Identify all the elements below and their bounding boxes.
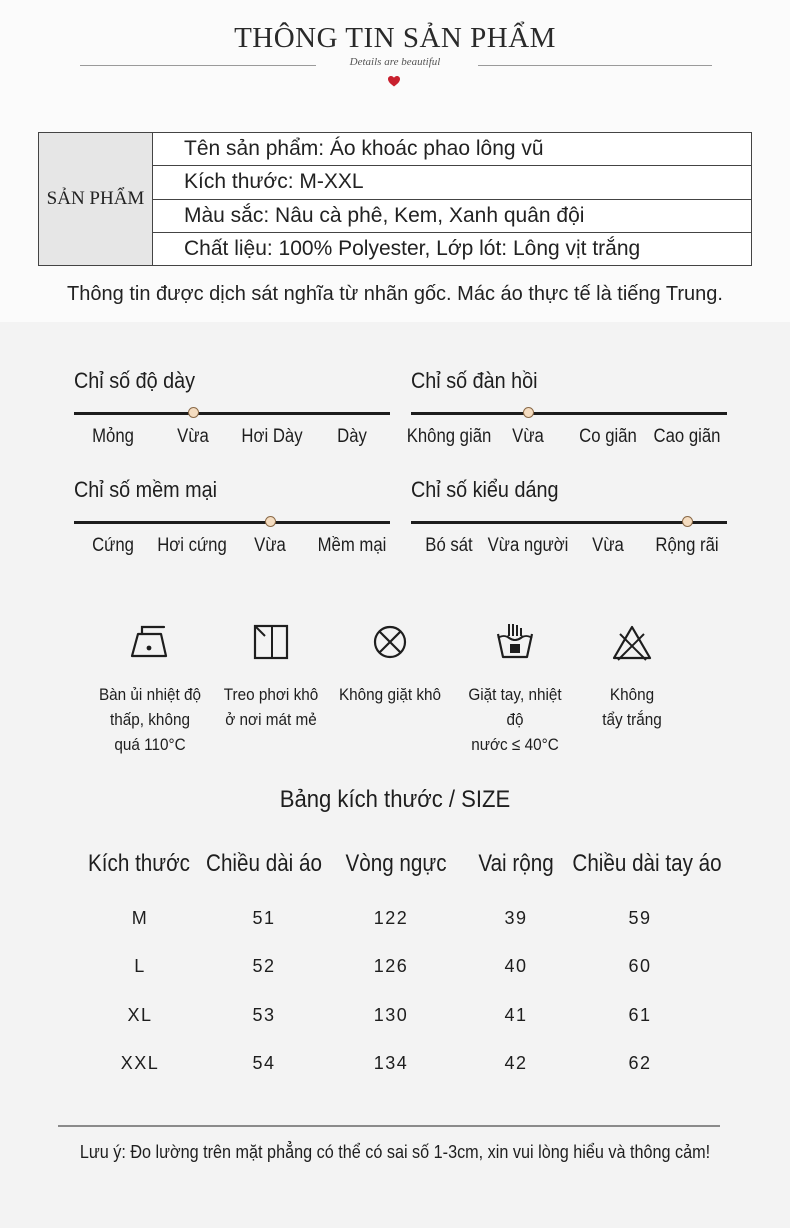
scale-option: Bó sát [425, 535, 473, 556]
product-material-row: Chất liệu: 100% Polyester, Lớp lót: Lông vịt trắng [184, 236, 641, 260]
scale-option: Cao giãn [653, 426, 721, 447]
scale-marker [265, 516, 276, 527]
scale-option: Mềm mại [317, 535, 387, 556]
table-cell: 51 [252, 908, 276, 928]
care-no-dryclean [330, 622, 450, 707]
table-cell: XXL [120, 1053, 160, 1073]
product-size-row: Kích thước: M-XXL [153, 166, 751, 199]
scale-line [74, 412, 390, 415]
hand-wash-40-icon [493, 622, 537, 662]
care-no-bleach [572, 622, 692, 732]
table-cell: M [131, 908, 149, 928]
scale-title: Chỉ số đàn hồi [411, 368, 538, 393]
table-cell: 54 [252, 1053, 276, 1073]
scale-marker [682, 516, 693, 527]
product-table [38, 132, 752, 266]
scale-option: Dày [337, 426, 367, 447]
care-text: Không giặt khô [338, 685, 442, 704]
care-text: ở nơi mát mẻ [225, 710, 317, 729]
scale-option: Vừa [177, 426, 209, 447]
table-cell: 39 [504, 908, 528, 928]
table-cell: 42 [504, 1053, 528, 1073]
footer-divider [58, 1125, 720, 1127]
table-cell: 52 [252, 956, 276, 976]
table-cell: 134 [373, 1053, 409, 1073]
table-cell: 122 [373, 908, 409, 928]
care-text: thấp, không [110, 710, 190, 729]
specs-section [0, 322, 790, 1228]
scale-option: Rộng rãi [655, 535, 719, 556]
scale-option: Vừa người [487, 535, 569, 556]
table-cell: 59 [628, 908, 652, 928]
sleeve-col-header: Chiều dài tay áo [572, 850, 722, 877]
translation-note: Thông tin được dịch sát nghĩa từ nhãn gốc. Mác áo thực tế là tiếng Trung. [67, 283, 723, 305]
table-cell: XL [127, 1005, 153, 1025]
care-text: tẩy trắng [602, 710, 662, 729]
table-cell: 60 [628, 956, 652, 976]
size-table-title: Bảng kích thước / SIZE [279, 786, 511, 813]
product-label-cell: SẢN PHẨM [39, 133, 153, 265]
care-text: quá 110°C [114, 735, 186, 754]
chest-col-header: Vòng ngực [345, 850, 447, 877]
table-cell: 61 [628, 1005, 652, 1025]
care-iron [90, 622, 210, 757]
care-text: nước ≤ 40°C [471, 735, 559, 754]
scale-option: Mỏng [92, 426, 134, 447]
product-color-row: Màu sắc: Nâu cà phê, Kem, Xanh quân đội [153, 200, 751, 233]
care-text: Giặt tay, nhiệt độ [468, 685, 562, 729]
scale-option: Vừa [512, 426, 544, 447]
scale-line [411, 412, 727, 415]
measurement-note: Lưu ý: Đo lường trên mặt phẳng có thể có sai số 1-3cm, xin vui lòng hiểu và thông cảm! [79, 1142, 711, 1162]
shoulder-col-header: Vai rộng [478, 850, 554, 877]
scale-option: Cứng [92, 535, 134, 556]
product-name-row: Tên sản phẩm: Áo khoác phao lông vũ [153, 133, 751, 166]
table-cell: 126 [373, 956, 409, 976]
scale-marker [523, 407, 534, 418]
scale-option: Hơi Dày [241, 426, 303, 447]
size-col-header: Kích thước [88, 850, 190, 877]
scale-line [411, 521, 727, 524]
scale-option: Vừa [592, 535, 624, 556]
care-handwash [455, 622, 575, 757]
scale-option: Hơi cứng [157, 535, 227, 556]
scale-title: Chỉ số mềm mại [74, 477, 218, 502]
iron-low-heat-icon [128, 622, 172, 662]
page-title: THÔNG TIN SẢN PHẨM [234, 22, 556, 54]
care-dry [211, 622, 331, 732]
care-text: Treo phơi khô [223, 685, 319, 704]
table-cell: L [134, 956, 146, 976]
length-col-header: Chiều dài áo [206, 850, 322, 877]
scale-marker [188, 407, 199, 418]
care-text: Bàn ủi nhiệt độ [98, 685, 202, 704]
table-cell: 62 [628, 1053, 652, 1073]
table-cell: 53 [252, 1005, 276, 1025]
header-subtitle: Details are beautiful [349, 56, 441, 68]
care-text: Không [609, 685, 655, 704]
scale-line [74, 521, 390, 524]
scale-title: Chỉ số kiểu dáng [411, 477, 559, 502]
no-dry-clean-icon [368, 622, 412, 662]
line-dry-shade-icon [249, 622, 293, 662]
scale-option: Không giãn [406, 426, 492, 447]
table-cell: 130 [373, 1005, 409, 1025]
scale-option: Co giãn [579, 426, 637, 447]
scale-option: Vừa [254, 535, 286, 556]
scale-title: Chỉ số độ dày [74, 368, 196, 393]
no-bleach-icon [610, 622, 654, 662]
table-cell: 41 [504, 1005, 528, 1025]
heart-icon [387, 74, 401, 88]
table-cell: 40 [504, 956, 528, 976]
